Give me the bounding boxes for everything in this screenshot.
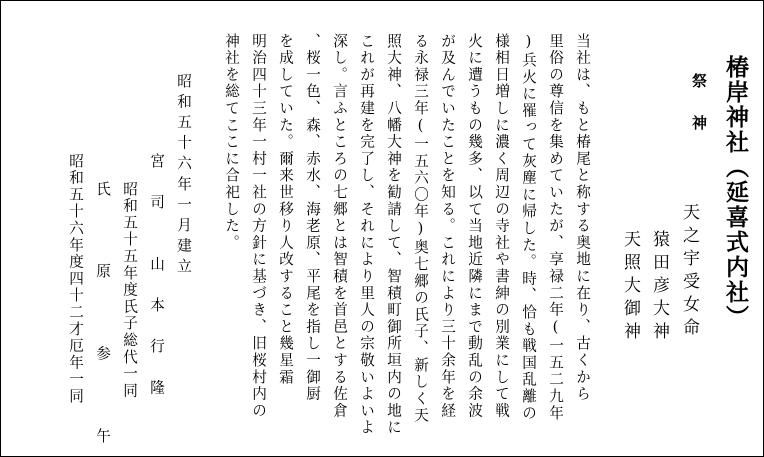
body-line: 明治四十三年一村一社の方針に基づき、旧桜村内の — [250, 33, 267, 420]
body-line: が及んでいたことを知る。これにより三十余年を経 — [439, 33, 456, 420]
body-line: 神社を総てここに合祀した。 — [223, 33, 240, 252]
body-line: 火に遭うもの幾多、以て当地近隣にまで動乱の余波 — [466, 33, 483, 420]
signature-parishioners: 昭和五十五年度氏子総代一同 — [121, 181, 138, 400]
body-line: 様相日増しに濃く周辺の寺社や書紳の別業にして戦 — [493, 33, 510, 420]
deity-name: 猿田彦大神 — [649, 230, 669, 345]
body-line: 照大神、八幡大神を勧請して、智積町御所垣内の地に — [385, 33, 402, 437]
erection-date: 昭和五十六年一月建立 — [175, 73, 192, 279]
deity-name: 天之宇受女命 — [679, 203, 699, 341]
deities-label: 祭 神 — [690, 73, 708, 136]
signature-yakudoshi: 昭和五十六年度四十二才厄年一同 — [67, 153, 84, 405]
body-line: )兵火に罹って灰塵に帰した。時、恰も戦国乱離の — [520, 33, 537, 422]
body-line: 里俗の尊信を集めていたが、享禄二年(一五二九年 — [547, 33, 564, 422]
body-line: 当社は、もと椿尾と称する奥地に在り、古くから — [574, 33, 591, 403]
deity-name: 天照大御神 — [620, 230, 640, 345]
plaque-title: 椿岸神社（延喜式内社） — [722, 55, 749, 330]
signature-name: 氏 原 参 午 — [94, 181, 111, 449]
body-line: 、桜一色、森、赤水、海老原、平尾を指し一御厨 — [304, 33, 321, 403]
body-line: 深し。言ふところの七郷とは智積を首邑とする佐倉 — [331, 33, 348, 420]
body-line: る永禄三年(一五六〇年)奥七郷の氏子、新しく天 — [412, 33, 429, 425]
body-line: を成していた。爾来世移り人改すること幾星霜 — [277, 33, 294, 386]
signature-chief-priest: 宮 司 山 本 行 隆 — [148, 153, 165, 401]
body-line: これが再建を完了し、それにより里人の宗敬いよいよ — [358, 33, 375, 437]
